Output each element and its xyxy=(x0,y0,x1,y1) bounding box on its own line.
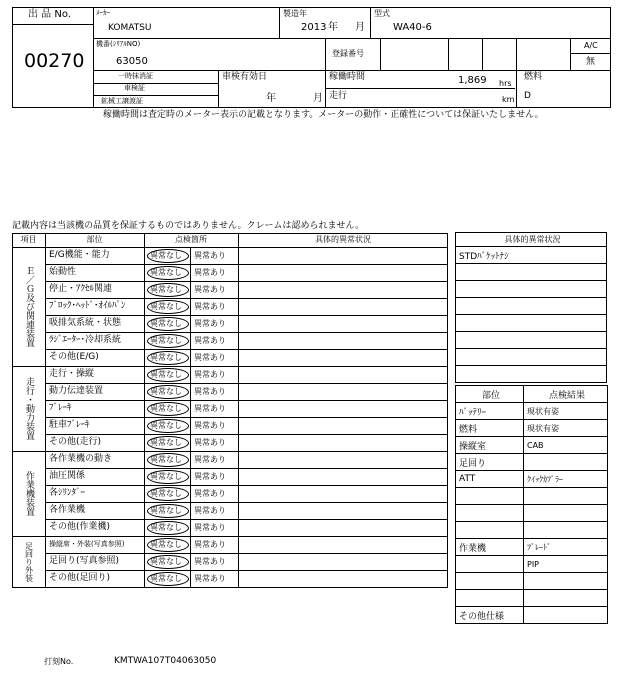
table-row-line xyxy=(45,349,448,350)
ng-option[interactable]: 異常あり xyxy=(194,421,226,430)
table-row-line xyxy=(45,553,448,554)
detail-cell xyxy=(456,298,607,315)
header-row2-bottom xyxy=(93,70,611,71)
table-header-row xyxy=(456,386,608,403)
table-row-line xyxy=(12,366,448,367)
fuel-value: D xyxy=(524,91,531,101)
ok-option: 異常なし xyxy=(150,540,182,549)
ok-option: 異常なし xyxy=(150,506,182,515)
table-row xyxy=(456,607,608,624)
table-row xyxy=(456,590,608,607)
table-row-line xyxy=(45,434,448,435)
insp-month-unit: 月 xyxy=(313,93,323,104)
table-row xyxy=(456,247,607,264)
travel-label: 走行 xyxy=(329,91,348,101)
table-row xyxy=(456,437,608,454)
group-label: 作業機装置 xyxy=(24,471,34,516)
table-row-line xyxy=(45,502,448,503)
inspection-result-table xyxy=(455,385,608,624)
lot-number: 00270 xyxy=(24,50,85,72)
table-row-part: ﾌﾞﾚｰｷ xyxy=(49,403,72,413)
ok-option: 異常なし xyxy=(150,557,182,566)
maker-value: KOMATSU xyxy=(108,23,152,33)
ng-option[interactable]: 異常あり xyxy=(194,353,226,362)
ok-option: 異常なし xyxy=(150,387,182,396)
hours-value: 1,869 xyxy=(458,75,487,86)
part-cell xyxy=(456,556,524,573)
part-cell: その他仕様 xyxy=(456,607,524,624)
lot-box-divider xyxy=(93,7,94,108)
table-col-line xyxy=(45,233,46,587)
lot-label-underline xyxy=(12,24,94,25)
table-row xyxy=(456,573,608,590)
ok-option: 異常なし xyxy=(150,353,182,362)
result-cell xyxy=(524,590,608,607)
header-row1-bottom xyxy=(93,38,611,39)
meter-note: 稼働時間は査定時のメーター表示の記載となります。メーターの動作・正確性については保証いたしません。 xyxy=(103,110,544,120)
ng-option[interactable]: 異常あり xyxy=(194,472,226,481)
table-row-line xyxy=(45,468,448,469)
ok-option: 異常なし xyxy=(150,523,182,532)
table-row-part: 吸排気系統・状態 xyxy=(49,318,122,328)
year-value: 2013 xyxy=(301,22,327,33)
table-row-part: 各ｼﾘﾝﾀﾞｰ xyxy=(49,488,86,498)
table-row xyxy=(456,315,607,332)
table-row-line xyxy=(45,570,448,571)
reg-cell-2 xyxy=(448,38,449,70)
table-row xyxy=(456,281,607,298)
table-row-line xyxy=(45,315,448,316)
ac-value: 無 xyxy=(586,57,596,67)
stamp-value: KMTWA107T04063050 xyxy=(114,656,217,666)
ng-option[interactable]: 異常あり xyxy=(194,285,226,294)
result-header: 点検結果 xyxy=(524,386,608,403)
hours-line xyxy=(325,88,515,89)
ng-option[interactable]: 異常あり xyxy=(194,387,226,396)
detail-cell xyxy=(456,332,607,349)
detail-cell xyxy=(456,315,607,332)
group-label: Ｅ／Ｇ及び関連装置 xyxy=(24,266,34,347)
ng-option[interactable]: 異常あり xyxy=(194,455,226,464)
part-cell xyxy=(456,488,524,505)
table-row-line xyxy=(12,536,448,537)
table-row-line xyxy=(45,281,448,282)
ng-option[interactable]: 異常あり xyxy=(194,336,226,345)
ng-option[interactable]: 異常あり xyxy=(194,540,226,549)
result-cell xyxy=(524,454,608,471)
ng-option[interactable]: 異常あり xyxy=(194,489,226,498)
reg-cell-3 xyxy=(482,38,483,70)
table-row xyxy=(456,488,608,505)
year-model-divider xyxy=(370,7,371,38)
ng-option[interactable]: 異常あり xyxy=(194,302,226,311)
header-part: 部位 xyxy=(86,235,103,244)
table-row-line xyxy=(45,400,448,401)
cert-line-1 xyxy=(93,83,218,84)
table-row-line xyxy=(45,383,448,384)
ok-option: 異常なし xyxy=(150,319,182,328)
table-row-line xyxy=(45,332,448,333)
table-row-part: 足回り(写真参照) xyxy=(49,556,120,566)
fuel-label: 燃料 xyxy=(524,72,543,82)
result-cell: ｸｲｯｸｶﾌﾟﾗｰ xyxy=(524,471,608,488)
serial-reg-divider xyxy=(325,38,326,108)
insp-year-unit: 年 xyxy=(266,93,276,104)
table-row xyxy=(456,420,608,437)
table-row xyxy=(456,454,608,471)
result-cell: PIP xyxy=(524,556,608,573)
ok-option: 異常なし xyxy=(150,472,182,481)
vehicle-cert: 車検証 xyxy=(124,84,145,92)
disclaimer: 記載内容は当該機の品質を保証するものではありません。クレームは認められません。 xyxy=(12,221,365,231)
table-row-part: その他(走行) xyxy=(49,437,102,447)
table-row xyxy=(456,505,608,522)
ok-option: 異常なし xyxy=(150,302,182,311)
table-row xyxy=(456,298,607,315)
table-row-part: E/G機能・能力 xyxy=(49,250,110,260)
ok-option: 異常なし xyxy=(150,438,182,447)
table-row-part: 停止・ｱｸｾﾙ関連 xyxy=(49,284,113,294)
maker-label: ﾒｰｶｰ xyxy=(96,9,110,17)
ng-option[interactable]: 異常あり xyxy=(194,370,226,379)
km-unit: km xyxy=(502,95,515,104)
mining-cert: 鉱械工譲渡証 xyxy=(101,97,143,105)
ok-option: 異常なし xyxy=(150,336,182,345)
table-row-part: その他(E/G) xyxy=(49,352,99,362)
model-value: WA40-6 xyxy=(393,22,432,33)
table-row-part: ﾗｼﾞｴｰﾀｰ･冷却系統 xyxy=(49,335,122,345)
table-row-part: 各作業機の動き xyxy=(49,454,113,464)
year-unit: 年 xyxy=(328,22,338,33)
ok-option: 異常なし xyxy=(150,370,182,379)
part-cell: 作業機 xyxy=(456,539,524,556)
detail-cell xyxy=(456,264,607,281)
serial-value: 63050 xyxy=(116,56,148,67)
ng-option[interactable]: 異常あり xyxy=(194,523,226,532)
header-detail: 具体的異常状況 xyxy=(315,235,371,244)
result-cell: ﾌﾞﾚｰﾄﾞ xyxy=(524,539,608,556)
serial-label: 機番(ｼﾘｱﾙNO) xyxy=(96,40,141,48)
table-row-part: 駐車ﾌﾞﾚｰｷ xyxy=(49,420,90,430)
table-row-line xyxy=(45,519,448,520)
part-cell: 燃料 xyxy=(456,420,524,437)
table-row xyxy=(456,366,607,383)
detail-cell xyxy=(456,281,607,298)
table-row-line xyxy=(45,298,448,299)
part-cell: ATT xyxy=(456,471,524,488)
maker-year-divider xyxy=(279,7,280,38)
detail-cell: STDﾊﾞｹｯﾄﾅｼ xyxy=(456,247,607,264)
ok-option: 異常なし xyxy=(150,404,182,413)
table-col-line xyxy=(144,233,145,587)
cert-line-2 xyxy=(93,95,218,96)
group-label: 走行・動力装置 xyxy=(24,377,34,440)
table-row-line xyxy=(45,485,448,486)
result-cell: 現状有姿 xyxy=(524,403,608,420)
ok-option: 異常なし xyxy=(150,421,182,430)
table-row-line xyxy=(12,451,448,452)
ng-option[interactable]: 異常あり xyxy=(194,319,226,328)
ng-option[interactable]: 異常あり xyxy=(194,268,226,277)
table-header-line xyxy=(12,247,448,248)
model-label: 型式 xyxy=(374,9,390,18)
table-row xyxy=(456,471,608,488)
table-row-part: その他(足回り) xyxy=(49,573,111,583)
ng-option[interactable]: 異常あり xyxy=(194,251,226,260)
table-row xyxy=(456,522,608,539)
result-cell xyxy=(524,488,608,505)
table-row-part: 操縦席・外装(写真参照) xyxy=(49,540,125,548)
reg-cell-5 xyxy=(570,38,571,70)
table-row-part: 各作業機 xyxy=(49,505,86,515)
part-cell: 足回り xyxy=(456,454,524,471)
abnormality-detail-table xyxy=(455,232,607,383)
part-cell xyxy=(456,573,524,590)
hours-unit: hrs xyxy=(499,79,512,88)
inspection-label: 車検有効日 xyxy=(222,72,268,82)
table-row-line xyxy=(45,264,448,265)
detail-cell xyxy=(456,366,607,383)
result-cell xyxy=(524,573,608,590)
ok-option: 異常なし xyxy=(150,251,182,260)
ok-option: 異常なし xyxy=(150,574,182,583)
ng-option[interactable]: 異常あり xyxy=(194,506,226,515)
table-row xyxy=(456,403,608,420)
part-header: 部位 xyxy=(456,386,524,403)
lot-label: 出 品 No. xyxy=(28,9,71,20)
fuel-divider xyxy=(516,70,517,108)
stamp-label: 打刻No. xyxy=(44,657,74,666)
part-cell xyxy=(456,505,524,522)
table-row-part: 油圧関係 xyxy=(49,471,86,481)
header-check: 点検箇所 xyxy=(175,235,207,244)
result-cell xyxy=(524,522,608,539)
result-cell: 現状有姿 xyxy=(524,420,608,437)
table-row-line xyxy=(45,417,448,418)
group-label: 足回り外装 xyxy=(24,541,34,582)
table-row xyxy=(456,332,607,349)
table-row xyxy=(456,556,608,573)
ok-option: 異常なし xyxy=(150,455,182,464)
ac-divider xyxy=(570,53,611,54)
table-row xyxy=(456,539,608,556)
reg-cell-4 xyxy=(516,38,517,70)
table-row-part: 走行・操縦 xyxy=(49,369,95,379)
month-unit: 月 xyxy=(355,22,365,33)
table-header-row xyxy=(456,233,607,247)
table-col-line xyxy=(238,233,239,587)
table-row-part: その他(作業機) xyxy=(49,522,111,532)
table-row xyxy=(456,264,607,281)
temp-license: 一時抹消証 xyxy=(118,72,153,80)
table-row-part: 始動性 xyxy=(49,267,77,277)
ng-option[interactable]: 異常あり xyxy=(194,557,226,566)
reg-cell-1 xyxy=(380,38,381,70)
part-cell xyxy=(456,522,524,539)
table-row-part: ﾌﾞﾛｯｸ･ﾍｯﾄﾞ･ｵｲﾙﾊﾟﾝ xyxy=(49,301,126,311)
cert-divider xyxy=(218,70,219,108)
result-cell: CAB xyxy=(524,437,608,454)
header-item: 項目 xyxy=(20,235,37,244)
table-row-part: 動力伝達装置 xyxy=(49,386,104,396)
detail-header: 具体的異常状況 xyxy=(456,233,607,247)
ok-option: 異常なし xyxy=(150,285,182,294)
detail-cell xyxy=(456,349,607,366)
ng-option[interactable]: 異常あり xyxy=(194,404,226,413)
ok-option: 異常なし xyxy=(150,268,182,277)
part-cell xyxy=(456,590,524,607)
table-row xyxy=(456,349,607,366)
ng-option[interactable]: 異常あり xyxy=(194,574,226,583)
result-cell xyxy=(524,505,608,522)
reg-label: 登録番号 xyxy=(332,49,364,58)
part-cell: 操縦室 xyxy=(456,437,524,454)
ng-option[interactable]: 異常あり xyxy=(194,438,226,447)
ac-label: A/C xyxy=(584,41,598,50)
part-cell: ﾊﾞｯﾃﾘｰ xyxy=(456,403,524,420)
hours-label: 稼働時間 xyxy=(329,72,366,82)
result-cell xyxy=(524,607,608,624)
year-label: 製造年 xyxy=(283,9,307,18)
ok-option: 異常なし xyxy=(150,489,182,498)
